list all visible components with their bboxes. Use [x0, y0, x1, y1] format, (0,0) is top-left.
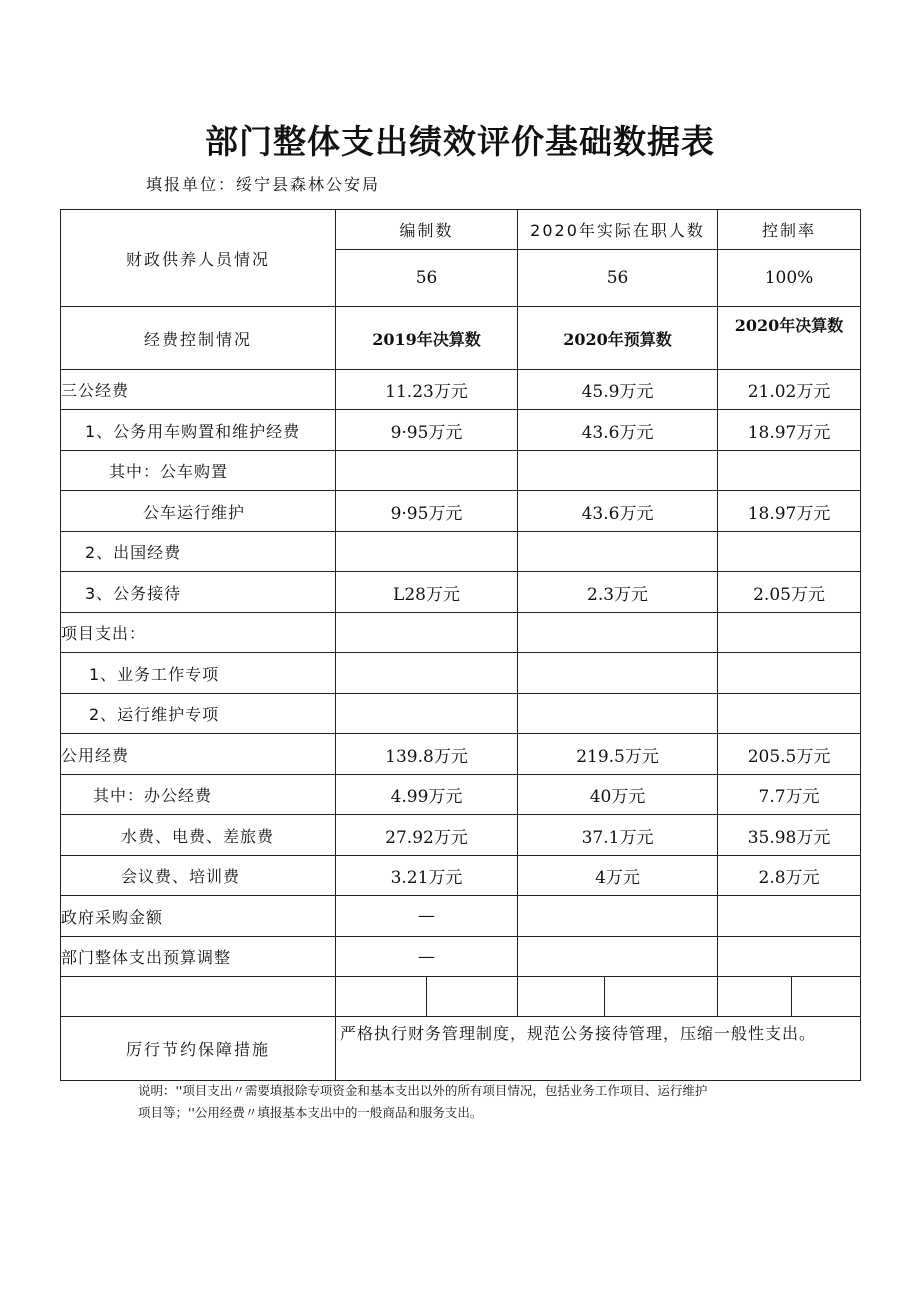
funds-label: 经费控制情况: [61, 307, 336, 370]
row-label: 部门整体支出预算调整: [61, 937, 336, 977]
staff-rate-value: 100%: [718, 250, 861, 307]
value-2020-final: [718, 613, 861, 653]
expense-row: [61, 613, 861, 653]
row-label: 政府采购金额: [61, 896, 336, 937]
value-2020-budget: 37.1万元: [518, 815, 718, 856]
value-2020-budget: 219.5万元: [518, 734, 718, 775]
funds-header-row: [61, 307, 861, 370]
value-2020-budget: [518, 451, 718, 491]
note-line-2: 项目等；''公用经费〃填报基本支出中的一般商品和服务支出。: [138, 1105, 483, 1120]
value-2020-budget: 45.9万元: [518, 370, 718, 410]
note-line-1: 说明：''项目支出〃需要填报除专项资金和基本支出以外的所有项目情况，包括业务工作项目、运行维护: [138, 1083, 708, 1098]
blank-cell: [792, 977, 861, 1017]
value-2019-final: [336, 613, 518, 653]
measures-text: 严格执行财务管理制度，规范公务接待管理，压缩一般性支出。: [336, 1017, 861, 1081]
row-label: 2、运行维护专项: [61, 694, 336, 734]
value-2020-final: 205.5万元: [718, 734, 861, 775]
value-2020-budget: [518, 694, 718, 734]
expense-row: [61, 937, 861, 977]
row-label: 其中：办公经费: [61, 775, 336, 815]
value-2020-final: [718, 937, 861, 977]
expense-row: [61, 896, 861, 937]
staff-header-actual: 2020年实际在职人数: [518, 210, 718, 250]
value-2020-final: 21.02万元: [718, 370, 861, 410]
value-2020-final: [718, 896, 861, 937]
blank-row: [61, 977, 861, 1017]
expense-row: [61, 856, 861, 896]
value-2020-final: 18.97万元: [718, 491, 861, 532]
value-2020-budget: 2.3万元: [518, 572, 718, 613]
value-2019-final: [336, 694, 518, 734]
value-2019-final: 9·95万元: [336, 410, 518, 451]
value-2019-final: 9·95万元: [336, 491, 518, 532]
expense-row: [61, 572, 861, 613]
performance-data-table: [60, 209, 861, 1081]
row-label: 会议费、培训费: [61, 856, 336, 896]
value-2019-final: 139.8万元: [336, 734, 518, 775]
row-label: 项目支出：: [61, 613, 336, 653]
value-2020-budget: [518, 613, 718, 653]
expense-row: [61, 653, 861, 694]
value-2020-budget: [518, 937, 718, 977]
value-2019-final: L28万元: [336, 572, 518, 613]
staff-quota-value: 56: [336, 250, 518, 307]
row-label: 其中：公车购置: [61, 451, 336, 491]
expense-row: [61, 410, 861, 451]
blank-cell: [518, 977, 605, 1017]
row-label: 三公经费: [61, 370, 336, 410]
staff-label: 财政供养人员情况: [61, 210, 336, 307]
value-2019-final: 4.99万元: [336, 775, 518, 815]
funds-header-2019-final: 2019年决算数: [336, 307, 518, 370]
value-2020-final: [718, 451, 861, 491]
value-2020-final: [718, 653, 861, 694]
row-label: 1、业务工作专项: [61, 653, 336, 694]
row-label: 2、出国经费: [61, 532, 336, 572]
row-label: 3、公务接待: [61, 572, 336, 613]
value-2019-final: 3.21万元: [336, 856, 518, 896]
expense-row: [61, 775, 861, 815]
value-2020-budget: 40万元: [518, 775, 718, 815]
value-2020-final: [718, 532, 861, 572]
value-2019-final: [336, 451, 518, 491]
value-2019-final: —: [336, 937, 518, 977]
value-2019-final: 27.92万元: [336, 815, 518, 856]
value-2019-final: —: [336, 896, 518, 937]
blank-cell: [61, 977, 336, 1017]
expense-row: [61, 694, 861, 734]
staff-header-row: [61, 210, 861, 250]
value-2020-final: 2.8万元: [718, 856, 861, 896]
expense-row: [61, 532, 861, 572]
measures-label: 厉行节约保障措施: [61, 1017, 336, 1081]
measures-row: [61, 1017, 861, 1081]
funds-header-2020-final: 2020年决算数: [718, 307, 861, 370]
value-2020-final: 7.7万元: [718, 775, 861, 815]
value-2019-final: [336, 532, 518, 572]
page-title: 部门整体支出绩效评价基础数据表: [205, 122, 715, 161]
value-2020-final: 18.97万元: [718, 410, 861, 451]
expense-row: [61, 451, 861, 491]
blank-cell: [718, 977, 792, 1017]
expense-row: [61, 734, 861, 775]
staff-actual-value: 56: [518, 250, 718, 307]
expense-row: [61, 491, 861, 532]
blank-cell: [336, 977, 427, 1017]
value-2020-final: 35.98万元: [718, 815, 861, 856]
expense-row: [61, 815, 861, 856]
value-2019-final: 11.23万元: [336, 370, 518, 410]
value-2020-final: 2.05万元: [718, 572, 861, 613]
row-label: 水费、电费、差旅费: [61, 815, 336, 856]
value-2020-budget: [518, 653, 718, 694]
row-label: 公车运行维护: [61, 491, 336, 532]
value-2020-budget: [518, 896, 718, 937]
value-2020-budget: [518, 532, 718, 572]
blank-cell: [427, 977, 518, 1017]
staff-header-rate: 控制率: [718, 210, 861, 250]
reporting-unit: 填报单位：绥宁县森林公安局: [146, 175, 381, 194]
value-2020-final: [718, 694, 861, 734]
value-2020-budget: 43.6万元: [518, 491, 718, 532]
value-2019-final: [336, 653, 518, 694]
staff-header-quota: 编制数: [336, 210, 518, 250]
table-note: [138, 1080, 858, 1124]
blank-cell: [605, 977, 718, 1017]
value-2020-budget: 4万元: [518, 856, 718, 896]
funds-header-2020-budget: 2020年预算数: [518, 307, 718, 370]
expense-row: [61, 370, 861, 410]
value-2020-budget: 43.6万元: [518, 410, 718, 451]
row-label: 1、公务用车购置和维护经费: [61, 410, 336, 451]
row-label: 公用经费: [61, 734, 336, 775]
